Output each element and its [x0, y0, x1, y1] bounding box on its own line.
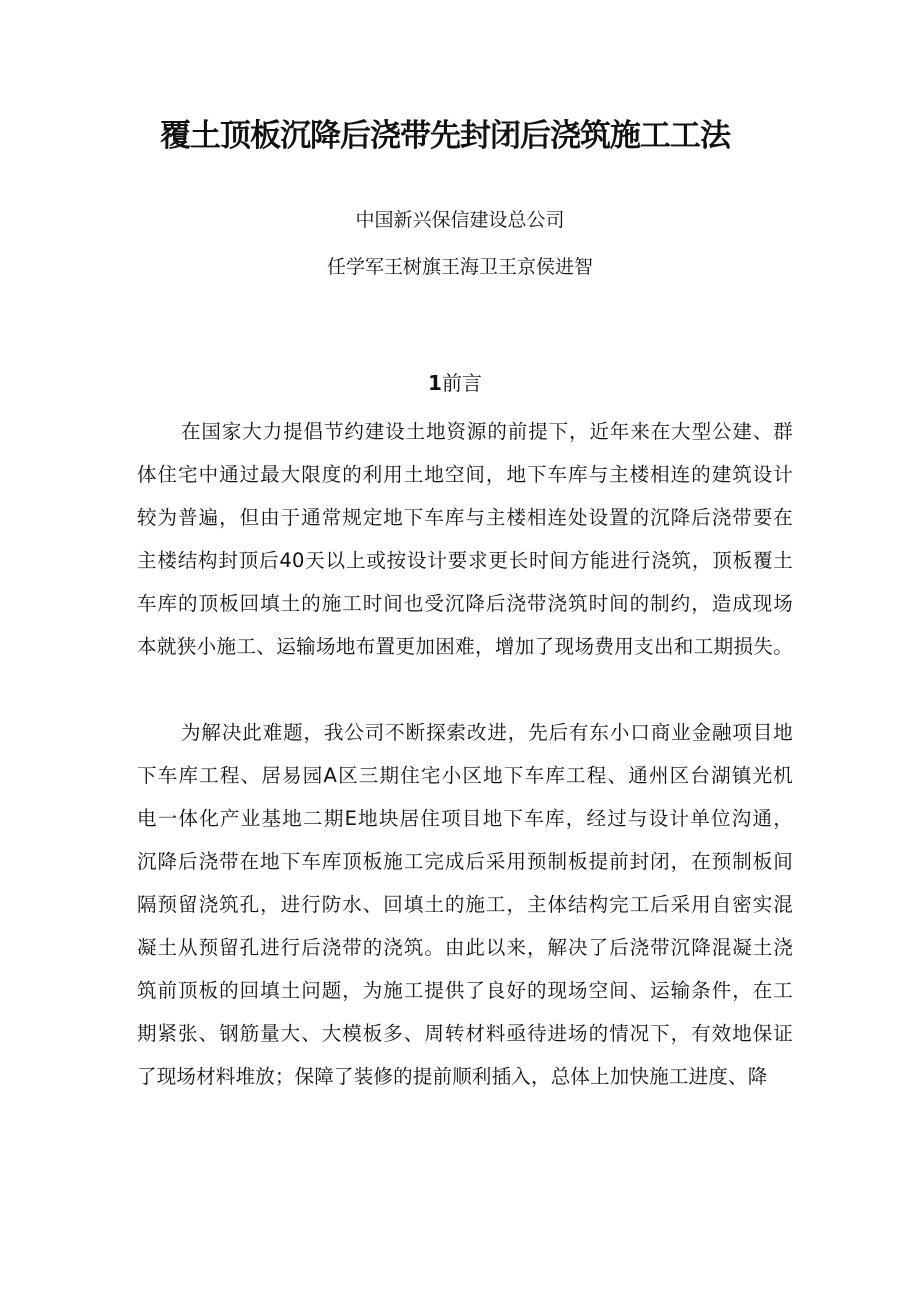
section-number: 1	[428, 371, 442, 395]
document-title: 覆土顶板沉降后浇带先封闭后浇筑施工工法	[160, 118, 730, 154]
paragraph-1	[137, 410, 793, 668]
author-list: 任学军王树旗王海卫王京侯进智	[326, 256, 593, 278]
paragraph-line: 了现场材料堆放；保障了装修的提前顺利插入，总体上加快施工进度、降	[137, 1065, 768, 1088]
paragraph-2	[137, 711, 793, 1098]
paragraph-line: 车库的顶板回填土的施工时间也受沉降后浇带浇筑时间的制约，造成现场	[137, 592, 793, 615]
paragraph-line: 体住宅中通过最大限度的利用土地空间，地下车库与主楼相连的建筑设计	[137, 463, 793, 486]
paragraph-line: 较为普遍，但由于通常规定地下车库与主楼相连处设置的沉降后浇带要在	[137, 506, 793, 529]
section-title: 前言	[441, 371, 482, 395]
paragraph-line: 主楼结构封顶后40天以上或按设计要求更长时间方能进行浇筑，顶板覆土	[137, 549, 793, 572]
paragraph-line: 隔预留浇筑孔，进行防水、回填土的施工，主体结构完工后采用自密实混	[137, 893, 793, 916]
paragraph-line: 在国家大力提倡节约建设土地资源的前提下，近年来在大型公建、群	[181, 420, 793, 443]
paragraph-line: 沉降后浇带在地下车库顶板施工完成后采用预制板提前封闭，在预制板间	[137, 850, 793, 873]
paragraph-line: 期紧张、钢筋量大、大模板多、周转材料亟待进场的情况下，有效地保证	[137, 1022, 793, 1045]
paragraph-line: 本就狭小施工、运输场地布置更加困难，增加了现场费用支出和工期损失。	[137, 635, 793, 658]
paragraph-line: 为解决此难题，我公司不断探索改进，先后有东小口商业金融项目地	[181, 721, 793, 744]
section-heading	[0, 367, 910, 399]
paragraph-line: 筑前顶板的回填土问题，为施工提供了良好的现场空间、运输条件，在工	[137, 979, 793, 1002]
paragraph-line: 下车库工程、居易园A区三期住宅小区地下车库工程、通州区台湖镇光机	[137, 764, 793, 787]
company-name: 中国新兴保信建设总公司	[355, 209, 565, 231]
paragraph-line: 电一体化产业基地二期E地块居住项目地下车库，经过与设计单位沟通，	[137, 807, 793, 830]
paragraph-line: 凝土从预留孔进行后浇带的浇筑。由此以来，解决了后浇带沉降混凝土浇	[137, 936, 793, 959]
